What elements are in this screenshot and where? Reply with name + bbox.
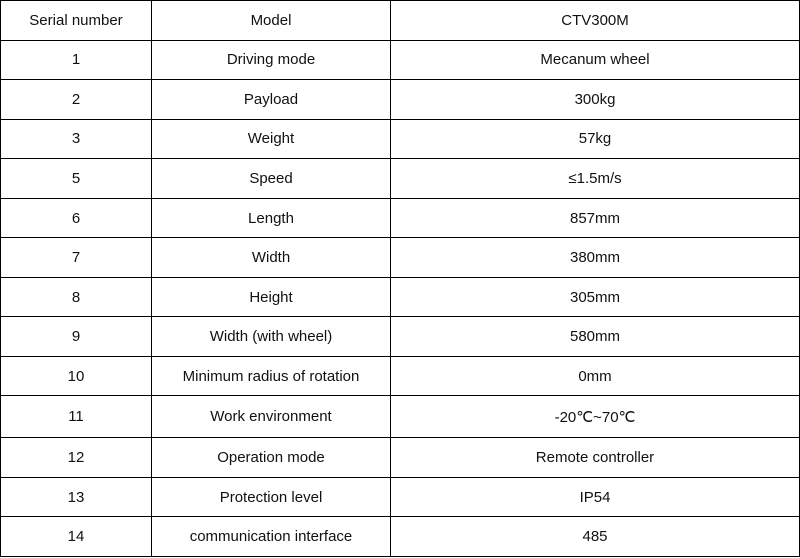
table-row	[1, 396, 800, 438]
table-row	[1, 356, 800, 396]
table-row	[1, 277, 800, 317]
parameter-cell: Height	[152, 277, 391, 317]
header-model: Model	[152, 1, 391, 41]
table-header-row	[1, 1, 800, 41]
value-cell: Mecanum wheel	[391, 40, 800, 80]
serial-cell: 2	[1, 80, 152, 120]
value-cell: 300kg	[391, 80, 800, 120]
serial-cell: 6	[1, 198, 152, 238]
table-row	[1, 40, 800, 80]
value-cell: IP54	[391, 477, 800, 517]
value-cell: ≤1.5m/s	[391, 159, 800, 199]
value-cell: 305mm	[391, 277, 800, 317]
serial-cell: 13	[1, 477, 152, 517]
parameter-cell: Minimum radius of rotation	[152, 356, 391, 396]
parameter-cell: Length	[152, 198, 391, 238]
table-row	[1, 119, 800, 159]
serial-cell: 14	[1, 517, 152, 557]
value-cell: 0mm	[391, 356, 800, 396]
serial-cell: 1	[1, 40, 152, 80]
header-model-value: CTV300M	[391, 1, 800, 41]
parameter-cell: Driving mode	[152, 40, 391, 80]
parameter-cell: Weight	[152, 119, 391, 159]
table-row	[1, 438, 800, 478]
parameter-cell: Operation mode	[152, 438, 391, 478]
parameter-cell: Width	[152, 238, 391, 278]
serial-cell: 12	[1, 438, 152, 478]
serial-cell: 3	[1, 119, 152, 159]
value-cell: 580mm	[391, 317, 800, 357]
table-row	[1, 317, 800, 357]
value-cell: -20℃~70℃	[391, 396, 800, 438]
parameter-cell: Width (with wheel)	[152, 317, 391, 357]
serial-cell: 11	[1, 396, 152, 438]
table-row	[1, 159, 800, 199]
value-cell: 857mm	[391, 198, 800, 238]
table-row	[1, 238, 800, 278]
value-cell: 57kg	[391, 119, 800, 159]
parameter-cell: Protection level	[152, 477, 391, 517]
serial-cell: 8	[1, 277, 152, 317]
serial-cell: 10	[1, 356, 152, 396]
value-cell: 380mm	[391, 238, 800, 278]
serial-cell: 9	[1, 317, 152, 357]
value-cell: 485	[391, 517, 800, 557]
table-row	[1, 517, 800, 557]
table-row	[1, 80, 800, 120]
parameter-cell: communication interface	[152, 517, 391, 557]
parameter-cell: Work environment	[152, 396, 391, 438]
header-serial-number: Serial number	[1, 1, 152, 41]
parameter-cell: Payload	[152, 80, 391, 120]
serial-cell: 7	[1, 238, 152, 278]
serial-cell: 5	[1, 159, 152, 199]
table-row	[1, 198, 800, 238]
value-cell: Remote controller	[391, 438, 800, 478]
table-row	[1, 477, 800, 517]
parameter-cell: Speed	[152, 159, 391, 199]
